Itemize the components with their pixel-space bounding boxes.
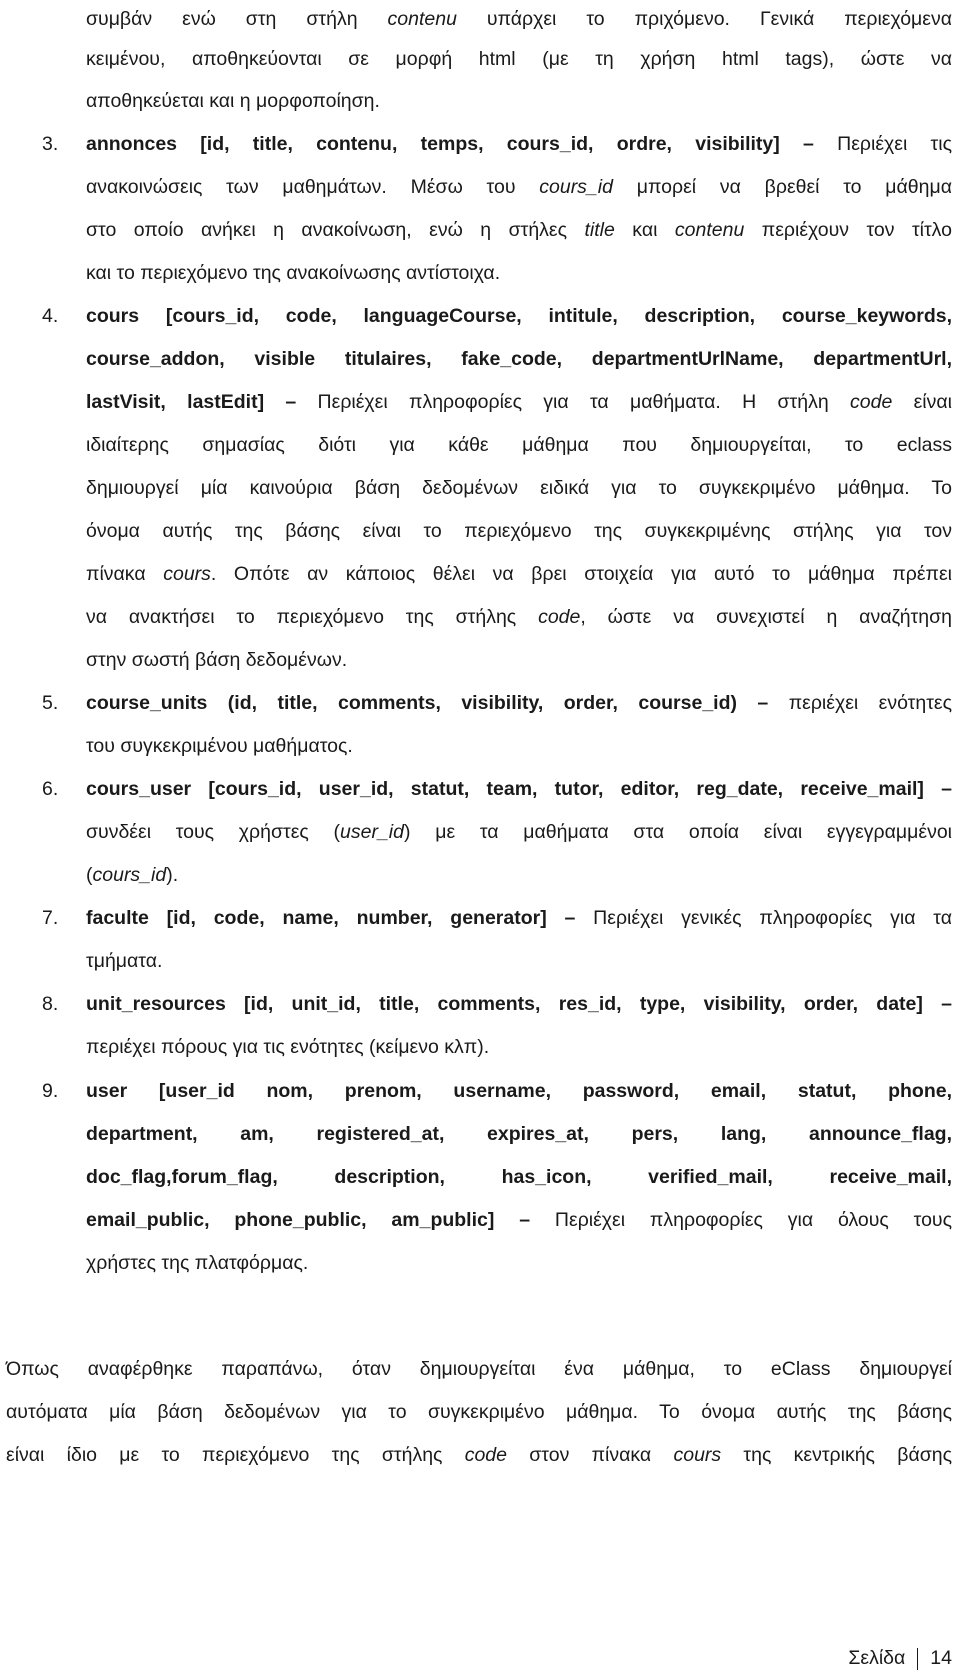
- footer-divider: [917, 1648, 918, 1670]
- intro-italic-term: contenu: [387, 8, 457, 30]
- page-number: 14: [930, 1647, 952, 1669]
- body-text: περιέχει πόρους για τις ενότητες (κείμενο κλπ).: [86, 1036, 490, 1058]
- body-text: να ανακτήσει το περιεχόμενο της στήλης: [86, 606, 539, 628]
- table-schema-text: lastVisit, lastEdit] –: [86, 391, 297, 413]
- italic-term: title: [584, 219, 615, 241]
- list-item-line: [86, 680, 952, 726]
- list-item-number: 3.: [42, 133, 59, 155]
- list-item-line: [86, 938, 162, 984]
- italic-term: code: [538, 606, 581, 628]
- intro-line-2: [86, 36, 952, 82]
- table-schema-text: user [user_id nom, prenom, username, password, email, statut, phone,: [86, 1080, 952, 1102]
- table-schema-text: course_addon, visible titulaires, fake_code, departmentUrlName, departmentUrl,: [86, 348, 952, 370]
- closing-paragraph-line: [6, 1389, 952, 1435]
- intro-text: κειμένου, αποθηκεύονται σε μορφή html (με τη χρήση html tags), ώστε να: [86, 48, 952, 70]
- list-item-line: [86, 981, 952, 1027]
- italic-term: code: [850, 391, 893, 413]
- body-text: Περιέχει πληροφορίες για όλους τους: [530, 1209, 952, 1231]
- table-schema-text: course_units (id, title, comments, visibility, order, course_id) –: [86, 692, 769, 714]
- table-schema-text: cours [cours_id, code, languageCourse, intitule, description, course_keywords,: [86, 305, 952, 327]
- italic-term: user_id: [340, 821, 404, 843]
- list-item-number: 6.: [42, 778, 59, 800]
- table-schema-text: unit_resources [id, unit_id, title, comments, res_id, type, visibility, order, date] –: [86, 993, 952, 1015]
- closing-paragraph-line: [6, 1346, 952, 1392]
- footer-label: Σελίδα: [848, 1647, 906, 1669]
- table-schema-text: cours_user [cours_id, user_id, statut, team, tutor, editor, reg_date, receive_mail] –: [86, 778, 952, 800]
- table-schema-text: email_public, phone_public, am_public] –: [86, 1209, 531, 1231]
- body-text: μπορεί να βρεθεί το μάθημα: [612, 176, 952, 198]
- italic-term: cours_id: [92, 864, 167, 886]
- body-text: του συγκεκριμένου μαθήματος.: [86, 735, 353, 757]
- intro-text: αποθηκεύεται και η μορφοποίηση.: [86, 90, 380, 112]
- list-item-number: 4.: [42, 305, 59, 327]
- italic-term: code: [464, 1444, 507, 1466]
- intro-text: συμβάν ενώ στη στήλη: [86, 8, 388, 30]
- italic-term: cours_id: [539, 176, 613, 198]
- body-text: Περιέχει γενικές πληροφορίες για τα: [575, 907, 952, 929]
- body-text: και: [614, 219, 675, 241]
- list-item-line: [86, 1154, 952, 1200]
- italic-term: cours: [163, 563, 211, 585]
- closing-paragraph-line: [6, 1432, 952, 1478]
- list-item-line: [86, 1240, 308, 1286]
- list-item-line: [86, 766, 952, 812]
- list-item-line: [86, 250, 500, 296]
- body-text: τμήματα.: [86, 950, 163, 972]
- list-item-number: 5.: [42, 692, 59, 714]
- body-text: χρήστες της πλατφόρμας.: [86, 1252, 309, 1274]
- list-item-line: [86, 207, 952, 253]
- intro-text: υπάρχει το πριχόμενο. Γενικά περιεχόμενα: [456, 8, 952, 30]
- list-item-line: [86, 895, 952, 941]
- list-item-line: [86, 164, 952, 210]
- italic-term: contenu: [674, 219, 745, 241]
- table-schema-text: annonces [id, title, contenu, temps, cours_id, ordre, visibility] –: [86, 133, 814, 155]
- body-text: Περιέχει τις: [813, 133, 952, 155]
- list-item-number: 8.: [42, 993, 59, 1015]
- list-item-line: [86, 1111, 952, 1157]
- list-item-line: [86, 852, 178, 898]
- list-item-line: [86, 1068, 952, 1114]
- list-item-line: [86, 508, 952, 554]
- list-item-line: [86, 422, 952, 468]
- list-item-line: [86, 1197, 952, 1243]
- list-item-line: [86, 379, 952, 425]
- body-text: είναι: [892, 391, 952, 413]
- body-text: Όπως αναφέρθηκε παραπάνω, όταν δημιουργείται ένα μάθημα, το eClass δημιουργεί: [6, 1358, 952, 1380]
- body-text: στο οποίο ανήκει η ανακοίνωση, ενώ η στήλες: [86, 219, 585, 241]
- list-item-line: [86, 465, 952, 511]
- body-text: ).: [166, 864, 179, 886]
- intro-line-3: [86, 78, 380, 124]
- page-footer: [848, 1643, 952, 1673]
- body-text: , ώστε να συνεχιστεί η αναζήτηση: [580, 606, 952, 628]
- body-text: περιέχει ενότητες: [768, 692, 952, 714]
- list-item-line: [86, 594, 952, 640]
- table-schema-text: doc_flag,forum_flag, description, has_icon, verified_mail, receive_mail,: [86, 1166, 952, 1188]
- body-text: αυτόματα μία βάση δεδομένων για το συγκεκριμένο μάθημα. Το όνομα αυτής της βάσης: [6, 1401, 952, 1423]
- body-text: όνομα αυτής της βάσης είναι το περιεχόμενο της συγκεκριμένης στήλης για τον: [86, 520, 952, 542]
- body-text: περιέχουν τον τίτλο: [744, 219, 952, 241]
- list-item-line: [86, 1024, 489, 1070]
- body-text: συνδέει τους χρήστες (: [86, 821, 341, 843]
- table-schema-text: department, am, registered_at, expires_at, pers, lang, announce_flag,: [86, 1123, 952, 1145]
- body-text: (: [86, 864, 93, 886]
- list-item-line: [86, 723, 353, 769]
- list-item-line: [86, 809, 952, 855]
- list-item-line: [86, 551, 952, 597]
- body-text: ιδιαίτερης σημασίας διότι για κάθε μάθημα που δημιουργείται, το eclass: [86, 434, 952, 456]
- list-item-line: [86, 293, 952, 339]
- list-item-number: 9.: [42, 1080, 59, 1102]
- body-text: . Οπότε αν κάποιος θέλει να βρει στοιχεία για αυτό το μάθημα πρέπει: [210, 563, 953, 585]
- body-text: ανακοινώσεις των μαθημάτων. Μέσω του: [86, 176, 540, 198]
- body-text: ) με τα μαθήματα στα οποία είναι εγγεγραμμένοι: [404, 821, 952, 843]
- body-text: πίνακα: [86, 563, 164, 585]
- body-text: στην σωστή βάση δεδομένων.: [86, 649, 348, 671]
- table-schema-text: faculte [id, code, name, number, generator] –: [86, 907, 576, 929]
- list-item-number: 7.: [42, 907, 59, 929]
- body-text: της κεντρικής βάσης: [721, 1444, 952, 1466]
- list-item-line: [86, 336, 952, 382]
- body-text: δημιουργεί μία καινούρια βάση δεδομένων ειδικά για το συγκεκριμένο μάθημα. Το: [86, 477, 952, 499]
- body-text: στον πίνακα: [507, 1444, 674, 1466]
- body-text: είναι ίδιο με το περιεχόμενο της στήλης: [6, 1444, 465, 1466]
- body-text: και το περιεχόμενο της ανακοίνωσης αντίστοιχα.: [86, 262, 501, 284]
- list-item-line: [86, 121, 952, 167]
- list-item-line: [86, 637, 347, 683]
- body-text: Περιέχει πληροφορίες για τα μαθήματα. Η στήλη: [296, 391, 850, 413]
- italic-term: cours: [673, 1444, 722, 1466]
